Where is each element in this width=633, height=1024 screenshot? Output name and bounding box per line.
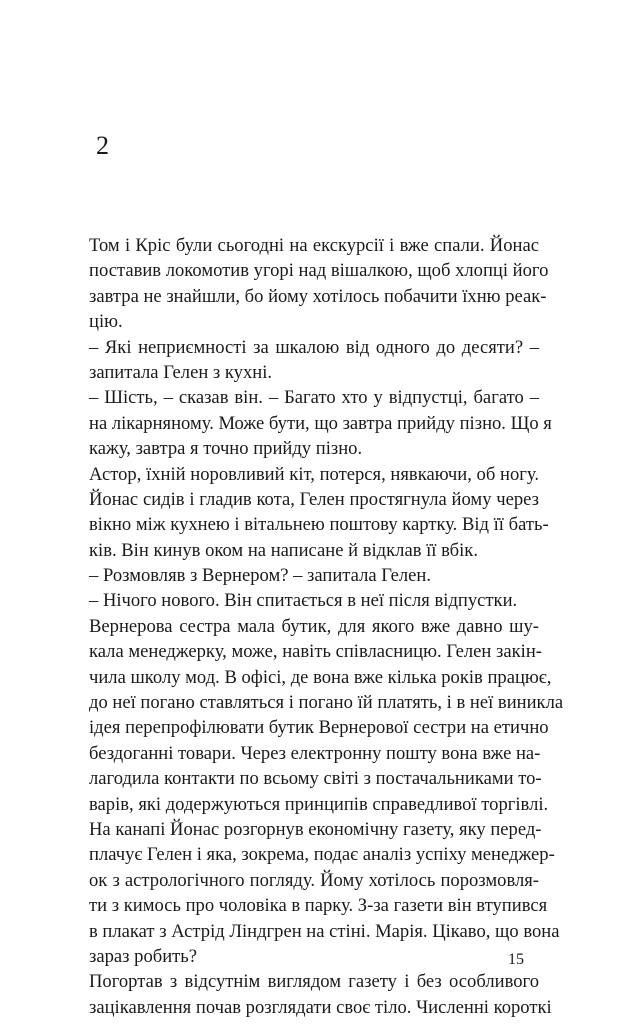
text-line: ків. Він кинув оком на написане й відклав її вбік.: [89, 539, 478, 561]
text-line: зараз робить?: [89, 945, 198, 967]
text-line: запитала Гелен з кухні.: [89, 361, 273, 383]
chapter-number: 2: [96, 131, 109, 160]
text-line: поставив локомотив угорі над вішалкою, щоб хлопці його: [89, 260, 549, 282]
text-line: варів, які додержуються принципів справедливої торгівлі.: [89, 793, 549, 815]
body-text: [89, 233, 564, 1020]
text-line: – Шість, – сказав він. – Багато хто у відпустці, багато –: [89, 387, 539, 409]
text-line: в плакат з Астрід Ліндгрен на стіні. Марія. Цікаво, що вона: [89, 920, 560, 942]
text-line: цію.: [89, 311, 123, 333]
text-line: кала менеджерку, може, навіть співласницю. Гелен закін-: [89, 641, 542, 663]
page-number: 15: [508, 951, 524, 968]
text-line: вікно між кухнею і вітальнею поштову картку. Від її бать-: [89, 514, 549, 536]
text-line: На канапі Йонас розгорнув економічну газету, яку перед-: [89, 818, 542, 840]
text-line: Том і Кріс були сьогодні на екскурсії і вже спали. Йонас: [89, 235, 539, 256]
text-line: до неї погано ставляться і погано їй платять, і в неї виникла: [89, 692, 564, 714]
text-line: ти з кимось про чоловіка в парку. З-за газети він втупився: [89, 895, 548, 917]
text-line: – Які неприємності за шкалою від одного до десяти? –: [89, 336, 539, 358]
text-line: чила школу мод. В офісі, де вона вже кілька років працює,: [89, 666, 552, 688]
text-line: Астор, їхній норовливий кіт, потерся, нявкаючи, об ногу.: [89, 463, 539, 485]
text-line: лагодила контакти по всьому світі з постачальниками то-: [89, 768, 542, 790]
text-line: зацікавлення почав розглядати своє тіло. Численні короткі: [89, 996, 552, 1018]
text-line: ідея перепрофілювати бутик Вернерової сестри на етично: [89, 717, 549, 739]
text-line: – Нічого нового. Він спитається в неї після відпустки.: [89, 590, 518, 612]
text-line: Йонас сидів і гладив кота, Гелен простягнула йому через: [89, 488, 539, 510]
text-line: плачує Гелен і яка, зокрема, подає аналіз успіху менеджер-: [89, 844, 555, 866]
text-line: – Розмовляв з Вернером? – запитала Гелен.: [89, 565, 431, 587]
text-line: завтра не знайшли, бо йому хотілось побачити їхню реак-: [89, 285, 547, 307]
text-line: на лікарняному. Може бути, що завтра прийду пізно. Що я: [89, 412, 552, 434]
text-line: ок з астрологічного погляду. Йому хотілось порозмовля-: [89, 869, 539, 891]
text-line: бездоганні товари. Через електронну пошту вона вже на-: [89, 742, 541, 764]
text-line: Погортав з відсутнім виглядом газету і без особливого: [89, 971, 539, 993]
text-line: Вернерова сестра мала бутик, для якого вже давно шу-: [89, 615, 539, 637]
text-line: кажу, завтра я точно прийду пізно.: [89, 438, 363, 460]
